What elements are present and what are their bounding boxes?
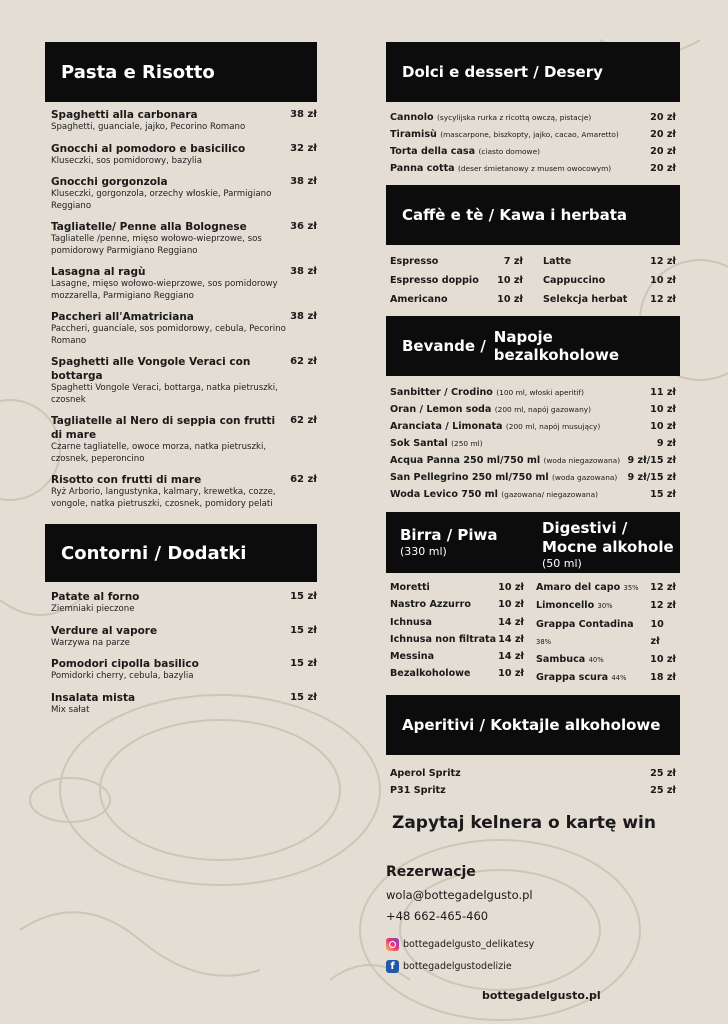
dolci-header (386, 42, 680, 102)
item-price: 9 zł/15 zł (627, 472, 676, 483)
item-desc: Kluseczki, gorgonzola, orzechy włoskie, Parmigiano Reggiano (51, 189, 272, 211)
item-price: 15 zł (290, 691, 317, 703)
wine-list-note: Zapytaj kelnera o kartę win (392, 813, 656, 833)
item-price: 15 zł (290, 658, 317, 669)
menu-item (386, 486, 680, 503)
pasta-list (45, 108, 317, 510)
item-name: Insalata mista (51, 691, 136, 704)
item-note: (200 ml, napój musujący) (505, 422, 601, 431)
phone-link[interactable]: +48 662-465-460 (386, 909, 489, 923)
item-name: Oran / Lemon soda (390, 404, 492, 415)
contorni-title: Contorni / Dodatki (61, 542, 247, 564)
item-price: 38 zł (290, 176, 317, 187)
item-name: Gnocchi al pomodoro e basicilico (51, 142, 246, 155)
item-name: Latte (543, 256, 572, 267)
menu-item (45, 590, 317, 616)
item-price: 10 zł (498, 668, 524, 680)
item-name: Aperol Spritz (390, 767, 461, 779)
item-price: 12 zł (650, 600, 676, 612)
item-note: (mascarpone, biszkopty, jajko, cacao, Amaretto) (440, 130, 619, 139)
item-note: (200 ml, napój gazowany) (494, 405, 592, 414)
item-name: Tiramisù (390, 129, 437, 140)
item-name: Tagliatelle/ Penne alla Bolognese (51, 221, 247, 233)
item-note: 38% (536, 637, 552, 646)
item-note: 44% (611, 674, 627, 683)
item-name: Woda Levico 750 ml (390, 489, 498, 500)
item-desc: Czarne tagliatelle, owoce morza, natka pietruszki, czosnek, peperoncino (51, 442, 267, 464)
item-price: 36 zł (290, 221, 317, 232)
reservations (386, 864, 534, 976)
item-price: 12 zł (650, 294, 676, 305)
item-price: 10 zł (650, 421, 676, 432)
item-name: Risotto con frutti di mare (51, 474, 202, 486)
item-price: 10 zł (498, 582, 524, 593)
item-desc: Spaghetti, guanciale, jajko, Pecorino Romano (51, 122, 246, 132)
dolci-list (386, 109, 680, 177)
item-desc: Ziemniaki pieczone (51, 604, 135, 614)
facebook-handle: bottegadelgustodelizie (403, 961, 512, 972)
item-name: Selekcja herbat (543, 294, 628, 305)
item-desc: Kluseczki, sos pomidorowy, bazylia (51, 155, 202, 166)
menu-item (543, 271, 676, 290)
item-name: Ichnusa (390, 616, 432, 628)
birra-list (390, 579, 524, 688)
menu-item (536, 597, 676, 615)
item-name: Grappa Contadina (536, 618, 634, 630)
item-desc: Pomidorki cherry, cebula, bazylia (51, 671, 194, 681)
menu-item (390, 648, 524, 665)
item-price: 62 zł (290, 474, 317, 485)
item-name: San Pellegrino 250 ml/750 ml (390, 472, 549, 483)
item-name: Lasagna al ragù (51, 266, 146, 278)
item-price: 14 zł (498, 633, 524, 645)
item-price: 10 zł (650, 618, 664, 647)
menu-item (390, 665, 524, 682)
instagram-icon (386, 938, 399, 951)
menu-item (45, 310, 317, 347)
item-name: Patate al forno (51, 591, 140, 603)
item-price: 15 zł (290, 591, 317, 602)
item-desc: Tagliatelle /penne, mięso wołowo-wieprzowe, sos pomidorowy Parmigiano Reggiano (51, 234, 262, 256)
item-desc: Ryż Arborio, langustynka, kalmary, krewetka, cozze, vongole, natka pietruszki, czosnek, pomidory pelati (51, 487, 276, 509)
item-price: 20 zł (650, 163, 676, 174)
item-name: P31 Spritz (390, 784, 446, 796)
menu-item (390, 252, 523, 271)
menu-item (386, 160, 680, 177)
item-note: 40% (588, 656, 604, 665)
item-desc: Mix sałat (51, 704, 90, 715)
menu-item (386, 469, 680, 486)
item-name: Torta della casa (390, 146, 476, 157)
menu-item (45, 175, 317, 212)
aperitivi-title: Aperitivi / Koktajle alkoholowe (402, 715, 661, 734)
caffe-title: Caffè e tè / Kawa i herbata (402, 206, 628, 224)
item-name: Espresso (390, 256, 439, 267)
menu-item (386, 126, 680, 143)
item-price: 10 zł (650, 654, 676, 666)
birra-header (386, 512, 538, 573)
item-name: Amaro del capo (536, 582, 621, 593)
caffe-header (386, 185, 680, 245)
birra-digestivi-header (386, 512, 680, 573)
item-name: Spaghetti alle Vongole Veraci con bottarga (51, 356, 251, 382)
item-desc: Spaghetti Vongole Veraci, bottarga, natka pietruszki, czosnek (51, 383, 278, 405)
item-price: 20 zł (650, 146, 676, 157)
item-price: 38 zł (290, 311, 317, 322)
item-name: Spaghetti alla carbonara (51, 109, 198, 121)
item-price: 25 zł (650, 784, 676, 796)
menu-item (543, 252, 676, 271)
item-note: (deser śmietanowy z musem owocowym) (458, 164, 612, 173)
aperitivi-header (386, 695, 680, 755)
item-price: 32 zł (290, 142, 317, 154)
item-price: 14 zł (498, 651, 524, 663)
item-price: 10 zł (650, 275, 676, 286)
item-name: Pomodori cipolla basilico (51, 658, 199, 670)
item-note: (sycylijska rurka z ricottą owczą, pistacje) (437, 113, 592, 122)
birra-volume: (330 ml) (400, 545, 447, 558)
menu-item (390, 271, 523, 290)
item-name: Paccheri all'Amatriciana (51, 311, 194, 323)
birra-digestivi-lists (386, 579, 680, 688)
item-name: Americano (390, 294, 448, 305)
item-name: Sanbitter / Crodino (390, 387, 493, 398)
bevande-list (386, 384, 680, 503)
aperitivi-list (386, 765, 680, 799)
birra-title: Birra / Piwa (400, 526, 498, 544)
menu-item (386, 401, 680, 418)
menu-item (45, 691, 317, 717)
item-name: Tagliatelle al Nero di seppia con frutti di mare (51, 415, 276, 441)
item-desc: Paccheri, guanciale, sos pomidorowy, cebula, Pecorino Romano (51, 324, 286, 346)
item-name: Nastro Azzurro (390, 599, 471, 611)
facebook-icon: f (386, 960, 399, 973)
item-name: Cappuccino (543, 275, 606, 286)
item-price: 38 zł (290, 109, 317, 120)
menu-item (386, 143, 680, 160)
menu-item (390, 596, 524, 613)
item-price: 20 zł (650, 129, 676, 140)
bevande-title-a: Bevande / (402, 337, 486, 355)
menu-item (45, 414, 317, 465)
item-price: 15 zł (650, 489, 676, 500)
menu-item (45, 473, 317, 510)
right-column (386, 42, 680, 799)
bevande-title-b: Napoje bezalkoholowe (493, 328, 620, 364)
item-note: (100 ml, włoski aperitif) (496, 388, 585, 397)
menu-item (536, 669, 676, 687)
bevande-header (386, 316, 680, 376)
digestivi-list (536, 579, 676, 688)
item-note: 30% (597, 602, 613, 611)
item-name: Sok Santal (390, 438, 448, 449)
menu-item (390, 614, 524, 631)
item-price: 11 zł (650, 387, 676, 398)
menu-item (45, 108, 317, 134)
menu-item (536, 616, 676, 652)
item-price: 12 zł (650, 582, 676, 593)
item-price: 15 zł (290, 624, 317, 636)
item-name: Moretti (390, 582, 430, 593)
item-price: 7 zł (503, 256, 523, 267)
contorni-list (45, 590, 317, 716)
item-price: 10 zł (497, 294, 523, 305)
item-price: 25 zł (650, 767, 676, 779)
menu-item (45, 265, 317, 302)
item-name: Verdure al vapore (51, 624, 158, 637)
item-note: (woda gazowana) (551, 473, 618, 482)
menu-item (536, 579, 676, 597)
item-price: 62 zł (290, 356, 317, 367)
item-desc: Lasagne, mięso wołowo-wieprzowe, sos pomidorowy mozzarella, Parmigiano Reggiano (51, 279, 278, 301)
menu-item (386, 782, 680, 799)
caffe-list (386, 252, 680, 309)
reservations-title: Rezerwacje (386, 864, 476, 880)
item-name: Ichnusa non filtrata (390, 633, 497, 645)
left-column (45, 42, 317, 724)
instagram-link[interactable] (386, 935, 534, 954)
website-link[interactable]: bottegadelgusto.pl (482, 989, 601, 1002)
item-name: Acqua Panna 250 ml/750 ml (390, 455, 541, 466)
instagram-handle: bottegadelgusto_delikatesy (403, 939, 535, 950)
menu-item (386, 452, 680, 469)
menu-item (536, 651, 676, 669)
item-name: Aranciata / Limonata (390, 421, 503, 432)
menu-item (390, 579, 524, 596)
item-note: (gazowana/ niegazowana) (501, 490, 599, 499)
menu-item (386, 384, 680, 401)
item-note: 35% (623, 584, 639, 592)
menu-item (390, 631, 524, 648)
menu-item (386, 418, 680, 435)
menu-item (45, 657, 317, 683)
digestivi-title-a: Digestivi / (542, 519, 628, 537)
menu-item (543, 290, 676, 309)
item-price: 10 zł (650, 404, 676, 415)
facebook-link[interactable] (386, 957, 534, 976)
item-note: (ciasto domowe) (478, 147, 541, 156)
item-price: 10 zł (497, 275, 523, 286)
pasta-title: Pasta e Risotto (61, 61, 215, 83)
menu-item (45, 142, 317, 168)
item-note: (250 ml) (451, 439, 483, 448)
menu-item (45, 624, 317, 650)
dolci-title: Dolci e dessert / Desery (402, 63, 603, 81)
menu-item (386, 765, 680, 782)
item-price: 9 zł/15 zł (627, 455, 676, 466)
menu-item (386, 435, 680, 452)
item-name: Grappa scura (536, 672, 609, 684)
item-name: Panna cotta (390, 163, 455, 174)
item-price: 14 zł (498, 616, 524, 628)
item-price: 18 zł (650, 672, 676, 684)
menu-item (390, 290, 523, 309)
item-desc: Warzywa na parze (51, 637, 130, 648)
menu-item (45, 355, 317, 406)
item-price: 62 zł (290, 415, 317, 426)
item-price: 38 zł (290, 266, 317, 277)
item-name: Espresso doppio (390, 275, 479, 286)
item-name: Limoncello (536, 600, 595, 612)
item-name: Gnocchi gorgonzola (51, 176, 168, 188)
item-note: (woda niegazowana) (543, 456, 621, 465)
menu-item (45, 220, 317, 257)
item-price: 9 zł (656, 438, 676, 449)
item-price: 12 zł (650, 256, 676, 267)
pasta-header (45, 42, 317, 102)
digestivi-title-b: Mocne alkohole (542, 538, 674, 556)
item-name: Bezalkoholowe (390, 668, 471, 680)
item-price: 10 zł (498, 599, 524, 611)
contorni-header (45, 524, 317, 582)
item-price: 20 zł (650, 112, 676, 123)
item-name: Sambuca (536, 654, 586, 666)
email-link[interactable]: wola@bottegadelgusto.pl (386, 888, 533, 902)
digestivi-volume: (50 ml) (542, 557, 582, 570)
digestivi-header (538, 512, 680, 573)
item-name: Messina (390, 651, 435, 663)
item-name: Cannolo (390, 112, 434, 123)
menu-item (386, 109, 680, 126)
